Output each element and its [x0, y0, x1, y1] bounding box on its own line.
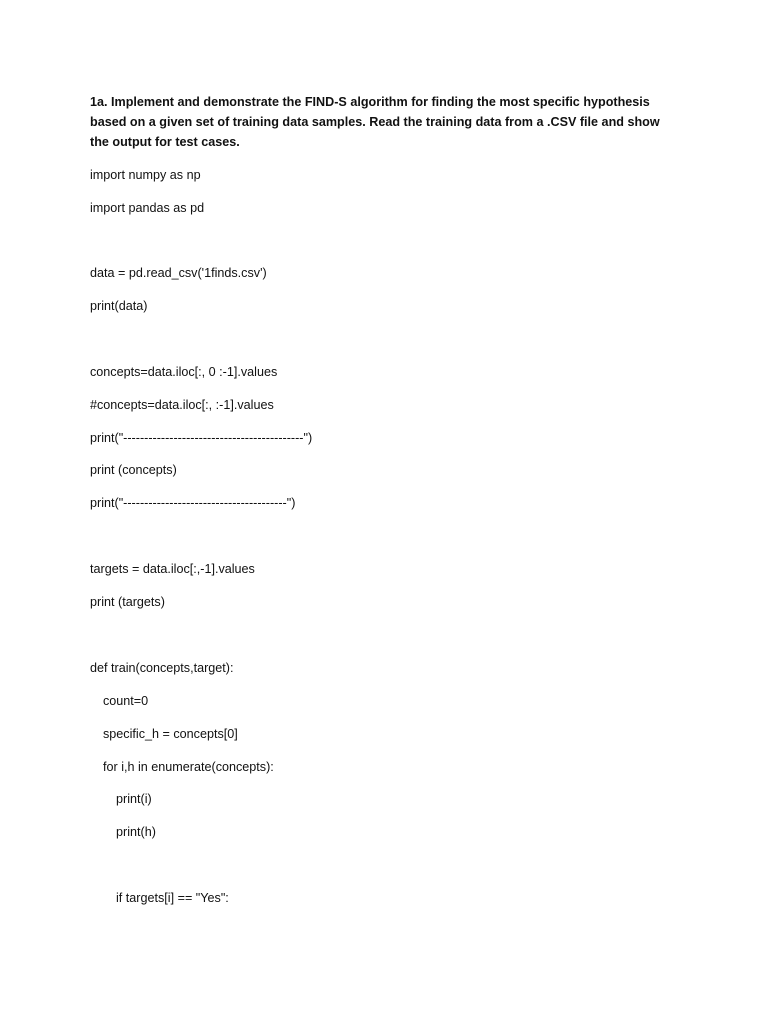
code-line-print-i: print(i) [116, 792, 152, 806]
code-line-print-h: print(h) [116, 825, 156, 839]
code-line-import-pandas: import pandas as pd [90, 201, 205, 215]
code-line-concepts-comment: #concepts=data.iloc[:, :-1].values [90, 398, 274, 412]
code-line-print-separator-2: print("---------------------------------------") [90, 496, 296, 510]
code-line-for-loop: for i,h in enumerate(concepts): [103, 760, 274, 774]
task-heading: 1a. Implement and demonstrate the FIND-S algorithm for finding the most specific hypothesis based on a given set of training data samples. Read the training data from a .CSV file and show the output for test cases. [90, 95, 660, 149]
code-line-print-concepts: print (concepts) [90, 463, 177, 477]
code-line-count: count=0 [103, 694, 149, 708]
code-line-def-train: def train(concepts,target): [90, 661, 234, 675]
code-line-print-targets: print (targets) [90, 595, 165, 609]
code-line-if-targets: if targets[i] == "Yes": [116, 891, 229, 905]
code-line-import-numpy: import numpy as np [90, 168, 201, 182]
code-line-print-data: print(data) [90, 299, 148, 313]
code-line-targets: targets = data.iloc[:,-1].values [90, 562, 255, 576]
code-line-read-csv: data = pd.read_csv('1finds.csv') [90, 266, 267, 280]
code-line-specific-h: specific_h = concepts[0] [103, 727, 238, 741]
code-line-concepts: concepts=data.iloc[:, 0 :-1].values [90, 365, 278, 379]
code-line-print-separator-1: print("-------------------------------------------") [90, 431, 313, 445]
